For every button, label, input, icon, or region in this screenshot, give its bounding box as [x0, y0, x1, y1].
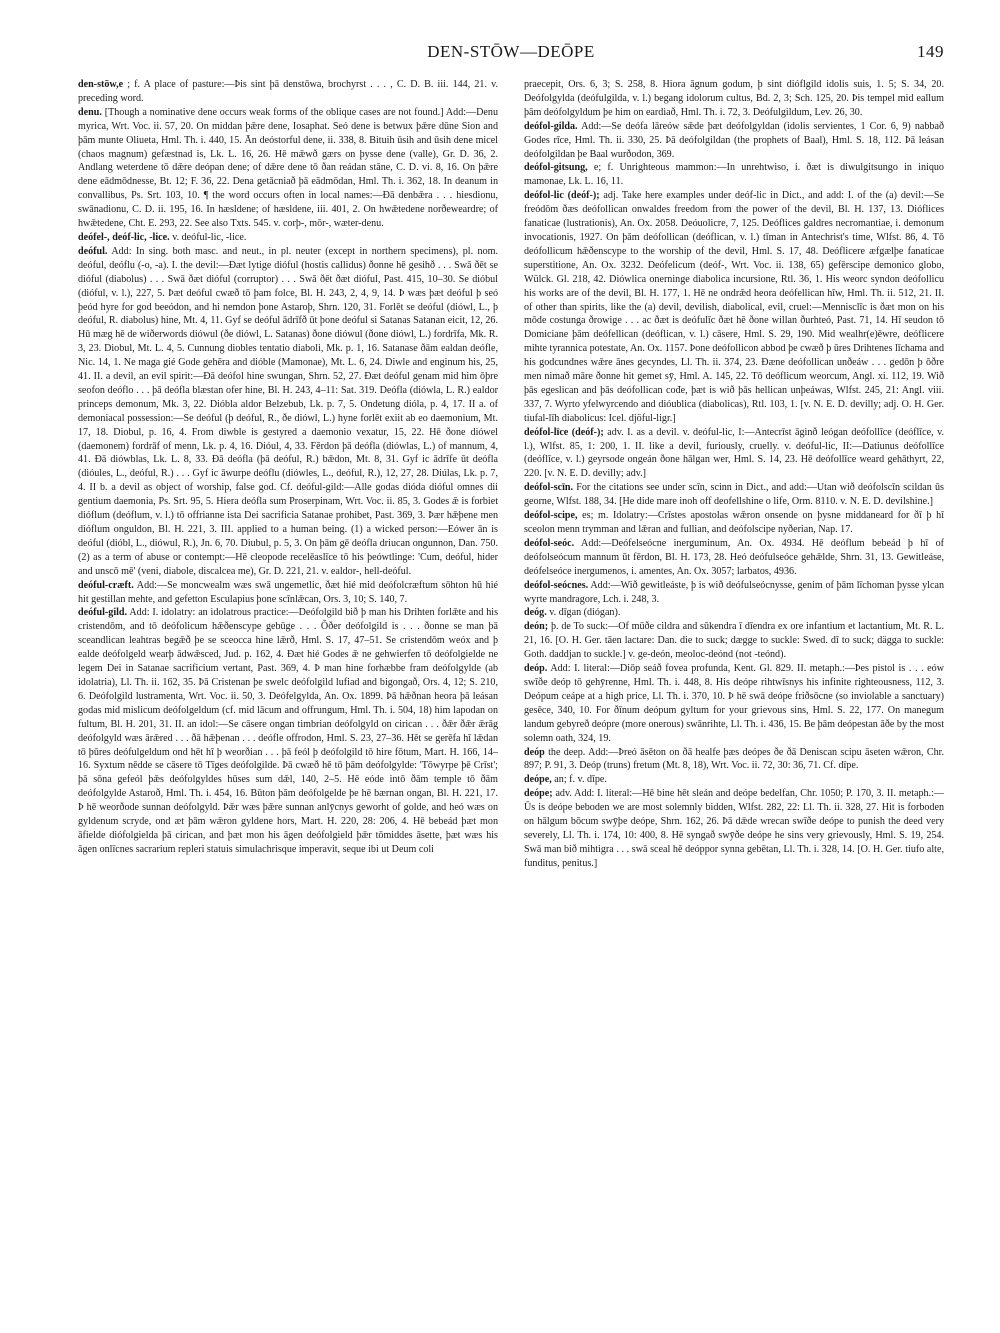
- dictionary-entry: [524, 606, 944, 620]
- entry-text: þ. de To suck:—Of mūðe cildra and sūkendra ī dīendra ex ore infantium et lactantium, Mt. R. L. 21, 16. [O. H. Ger. tāen lactare: Dan. die to suck; dægge to suckle: Swed. dī to suck; dägga to suckle: Goth. daddjan to suckle.] v. ge-deón, meoloc-deónd (not -teónd).: [524, 621, 944, 661]
- dictionary-entry: [78, 106, 498, 231]
- entry-headword: den-stōw,e: [78, 79, 124, 90]
- entry-text: Add:—Wið gewitleáste, þ is wið deófulseócnysse, genim of þām līchoman þysse ylcan wyrte mandragore, Lch. i. 248, 3.: [524, 579, 944, 605]
- entry-headword: deópe;: [524, 788, 553, 800]
- dictionary-entry: [524, 787, 944, 870]
- entry-text: v. deóful-lic, -lice.: [172, 231, 247, 243]
- left-column: [78, 78, 498, 1318]
- entry-text: Add:—Se moncwealm wæs swā ungemetlic, ðæt hié mid deófolcræftum sōhton hū hié hit gestillan mehte, and gefetton Esculapius þone scīnlǣcan, Ors. 3, 10; S. 140, 7.: [78, 579, 498, 605]
- running-head: [78, 42, 944, 68]
- running-head-title: DEN-STŌW—DEŌPE: [427, 42, 595, 61]
- entry-headword: deófel-, deóf-lic, -lice.: [78, 231, 170, 243]
- entry-headword: deón;: [524, 621, 549, 633]
- entry-text: praecepit, Ors. 6, 3; S. 258, 8. Hiora āgnum godum, þ sint dióflgild idolis suis, 1. 5; S. 34, 20. Deófolgylda (deófulgilda, v. l.) begang idolorum cultus, Bd. 2, 3; Sch. 125, 20. Þis tempel mid eallum þām deófolgyldum þe him on eardiað, Hml. Th. i. 72, 3. Deófulgildum, Lev. 26, 30.: [524, 79, 944, 118]
- dictionary-entry: [524, 662, 944, 745]
- dictionary-entry: [524, 620, 944, 662]
- entry-text: Add:—Se deófa lāreów sǣde þæt deófolgyldan (idolis servientes, 1 Cor. 6, 9) nabbað Godes rīce, Hml. Th. ii. 330, 25. Þā deófolgildan (the prophets of Baal), Hml. S. 18, 112. Þā leásan deófolgildan þe Baal wurðodon, 369.: [524, 120, 944, 160]
- entry-text: an; f. v. dīpe.: [554, 774, 607, 786]
- entry-headword: denu.: [78, 106, 102, 118]
- dictionary-entry: [524, 537, 944, 579]
- entry-headword: deóful-gild.: [78, 607, 128, 619]
- dictionary-entry: [524, 426, 944, 482]
- entry-headword: deófol-scipe,: [524, 510, 578, 522]
- dictionary-entry: [78, 231, 498, 245]
- dictionary-entry: [524, 481, 944, 509]
- dictionary-entry: [78, 245, 498, 579]
- entry-text: ; f. A place of pasture:—Þis sint þā denstōwa, brochyrst . . . , C. D. B. iii. 144, 21. v. preceding word.: [78, 79, 498, 104]
- entry-headword: deóp: [524, 746, 545, 758]
- dictionary-entry: [524, 773, 944, 787]
- dictionary-entry: [78, 579, 498, 607]
- entry-headword: deóp.: [524, 663, 548, 675]
- entry-text: Add: In sing. both masc. and neut., in pl. neuter (except in northern specimens), pl. nom. deóful, deóflu (-o, -a). I. the devil:—Ðæt lytige dióful (hostis callidus) ðonne hē gesihð . . . Swā ðēt se dióful (diabolus) . . . Swā ðæt dióful (corruptor) . . . Swā ðēt ðæt dióful, Past. 415, 10–30. Se dióbul (dióful, v. l.), 227, 5. Þæt deóful cwæð tō þam folce, Bl. H. 243, 2, 4, 9, 14. Þ wæs þæt deóful þ seó þeód hyre for god beeódon, and hi nemdon þone Astaroþ, Shrn. 120, 31. Forlēt se deóful (diówl, L., þ deóful, R. diabolus) hine, Mt. 4, 11. Gyf se deóful ādrīfð ūt þone deóful si Satanas Satanan eicit, 12, 26. Hū mæg hē de wiðerwords diówul (ðe diówl, L. Satanas) ðone diówul (ðone diówl, L.) fordrīfa, Mk. R. 3, 23. Diobul, Mt. L. 4, 5. Cunnung diobles tentatio diaboli, Mk. p. 1, 16. Satanase ðām ealdan deófle, Nic. 14, 1. Ne maga gié Gode gehēra and dióble (Mamonae), Mt. L. 6, 24. Diwle and enginum his, 25, 41. II. a devil, an evil spirit:—Ðā deófol hine swungan, Shrn. 52, 27. Ðæt deóful genam mid him ōþre seofon deóflo . . . þā deófla blæstan ofer hine, Bl. H. 243, 4–11: Sat. 319. Deófla (diówla, L. R.) ealdor princeps demonum, Mk. 3, 22. Dióbla aldor Belzebub, Lk. p. 7, 5. Ondetung dióla, p. 4, 17. II a. of demoniacal possession:—Se deóful (þ deóful, R., ðe diówl, L.) hyne forlēt exiit ab eo daemonium, Mt. 17, 18. Diobul, p. 16, 4. From diwble is gestyred a daemonio vexatur, 15, 22. Hē ðone diówel (daemonem) fordrāf of menn, Lk. p. 4, 16. Dióul, 4, 33. Fērdon þā deófla (diówlas, L.) of mannum, 4, 41. Ðā diówblas, Lk. L. 8, 33. Ðā deófla (þā deóful, R.) bǣdon, Mt. 8, 31. Gyf ic ādrīfe ūt deófla (dióules, L., deóful, R.) . . . Gyf ic āwurpe deóflu (diówles, L., deóful, R.), 12, 27, 28. Diúlas, Lk. p. 7, 4. II b. a devil as object of worship, false god. Cf. deóful-gild:—Alle godas dióda dióful omnes dii gentium daemonia, Ps. Srt. 95, 5. Hiera deófla sum Proserpinam, Wrt. Voc. ii. 85, 3. Godes ǣ is forbiet dióflum (deóflum, v. l.) tō offrianne ista Dei sacrificia Satanae prohibet, Past. 369, 3. Þær hǣþene men dióflum onguldon, Bl. H. 221, 3. III. applied to a human being. (1) a wicked person:—Eówer ān is deóful (dióbl, L., diówul, R.), Jn. 6, 70. Diubul, p. 5, 3. On þām gē deófla driucan ongunnon, Dan. 750. (2) as a term of abuse or contempt:—Hē cleopode recelēaslīce tō his þeówtlinge: 'Cum, deóful, hider and unscō mē' (veni, diabole, discalcea me), Gr. D. 221, 21. v. ealdor-, hell-deóful.: [78, 245, 498, 577]
- entry-headword: deóful-cræft.: [78, 579, 134, 591]
- dictionary-entry: [524, 120, 944, 162]
- entry-text: es; m. Idolatry:—Crīstes apostolas wǣron onsende on þysne middaneard for ðī þ hī sceolon menn trymman and lǣran and fullian, and deófolscipe nyðerian, Nap. 17.: [524, 510, 944, 535]
- entry-text: Add: I. idolatry: an idolatrous practice:—Deófolgild bið þ man his Drihten forlǣte and his cristendōm, and tō deófolicum hǣðenscype gebūge . . . Ǒðer deófolgild is . . . ðonne se man þā sceandlican leahtras begǣð þe se sceocca hine lǣrð, Hml. S. 17, 47–51. Se cristendōm weóx and þ ealde deófolgeld wearþ ādwǣsced, Jud. p. 162, 4. Ðæt hié Godes ǣ ne gehwierfen tō deófolgielde ne legem Dei in Satanae sacrificium vertant, Past. 369, 4. Þ man hine forhæbbe fram deófolgylde (ab idolatria), Ll. Th. ii. 162, 35. Þā Cristenan þe swelc deófolgild lufiad and bigongað, Ors. 4, 12; S. 210, 6. Deófolgild lustramenta, Wrt. Voc. ii. 50, 3. Deófelgylda, An. Ox. 1899. Þā hǣðnan heora þā leásan godas mid mislicum deófolgeldum (cf. mid lācum and offrungum, Hml. Th. i. 504, 18) him lapodan on fultum, Bl. H. 201, 31. II. an idol:—Se cāsere ongan timbrian deófolgyld on cirican . . . ðǣr ðǣr ǣrāg deófolgyld wæs ārǣred . . . ðā hǣþenan . . . deófle offrodon, Hml. S. 23, 27–36. Hēt se gerēfa hī lǣdan tō þūres deófulgeldum ond hēt hī þ weorðian . . . þā feól þ deófolgild tō hire fōtum, Mart. H. 166, 14–16. Syxtum nēdde se cāsere tō Tīges deófolgilde. Þā cwæð hē tō þām deófolgylde: 'Tōwyrpe þē Crīst'; þā sōna gefeól þǣs deófolgyldes hūses sum dǣl, 140, 2–5. Hē eóde intō ðām temple tō ðām deófolgylde Astaroð, Hml. Th. i. 454, 16. Būton þām deófolgelde þe hē bærnan ongan, Bl. H. 221, 17. Þ hē weorðode sunnan deófolgyld. Þǣr wæs þǣre sunnan anlȳcnys geworht of golde, and heó wæs on gyldenum scryde, ond æt þām wǣron gyldene hors, Mart. H. 220, 28: 206, 4. Hē bebeád þæt mon āfielde diófolgielda þā cirican, and þæt mon his āgen deófolgield þǣr tōmiddes āsette, þæt wæs his āgen onlīcnes sacrarium repleri statuis simulachrisque imperavit, seque ibi ut Deum coli: [78, 607, 498, 855]
- entry-headword: deóful.: [78, 245, 108, 257]
- entry-text: [Though a nominative dene occurs weak forms of the oblique cases are not found.] Add:—Denu myrica, Wrt. Voc. ii. 57, 20. On middan þǣre dene, Iosaphat. Seó dene is betwux þǣre dūne Sion and þām munte Oliueta, Hml. Th. i. 440, 15. Ān deóstorful dene, ii. 338, 8. Bituih ūsih and ūsih dene micel (chaos magnum) gefæstnad is, Lk. L. 16, 26. Hē mǣwð gærs on þysse dene (valle), Gr. D. 36, 2. Andlang weterdene tō dǣre deópan dene; of dǣre dene tō ðan reádan stāne, C. D. vi. 8, 16. On þǣre dene eādmōdnesse, Bt. 12; F. 36, 22. Dena getācniað þā eādmōdan, Hml. Th. i. 362, 18. In deanum in convallibus, Ps. Srt. 103, 10. ¶ the word occurs often in local names:—Ðā denbǣra . . . hiesdionu, swānadionu, C. D. ii. 195, 16. In hæsldene; of hæsldene, iii. 401, 2. On hwǣtedene norðeweardre; of hwǣtedene, Cht. E. 293, 22. See also Txts. 545. v. corþ-, mōr-, wæter-denu.: [78, 106, 498, 230]
- entry-text: adj. Take here examples under deóf-lic in Dict., and add: I. of the (a) devil:—Se freódōm ðæs deófollican onwaldes freedom from the power of the devil, Bl. H. 137, 13. Dióflices fanaticae (lustrationis), An. Ox. 2058. Deóuolicre, 7, 125. Deóflices galdres necromantiae, i. demonum invocationis, 1927. On þām deófollican (deóflican, v. l.) tīman in Antechrist's time, Wlfst. 86, 4. Tō deófollicum hǣðenscype to the worship of the devil, Hml. S. 17, 48. Deóflicere æfgælþe fanaticae superstitione, An. Ox. 3232. Deófelicum (deóf-, Wrt. Voc. ii. 138, 65) gefērscipe demonico globo, Wülck. Gl. 218, 42. Diówlica onerninge diabolica incursione, Rtl. 36, 1. His weorc syndon deófollicu his works are of the devil, Bl. H. 177, 1. Hē ne ondrǣd heora deófellican hīw, Hml. Th. ii. 512, 21. II. of other than spirits, like the (a) devil, devilish, diabolical, evil, cruel:—Mennisclīc is ðæt mon on his mōde costunga ðrowige . . . ac ðæt is deófulīc ðæt hē ðone willan ðurhteó, Past. 71, 14. Hī seudon tō Domiciane þām deófellican (deóflican, v. l.) cāsere, Hml. S. 29, 190. Mid wealhr(e)ēwre, deóflicere mihte tyrannica potestate, An. Ox. 1157. Þone deófollicon abbod þe cwæð þ ūres Drihtenes līchama and his godcundnes wǣre ānes gecyndes, Ll. Th. ii. 374, 23. Ðæne deófollican unðeáw . . . gedōn þ ōðre men nimað māre ðonne hit gemet sȳ, Hml. A. 145, 22. Tō deóflicum weorcum, Angl. xi. 112, 19. Wið þās egeslican and þās deófollican cođe, þæt is wið þās hellican unþeáwas, Wlfst. 245, 21: Angl. viii. 337, 7. Wyrto yfelwyrcendo and dióublica (diabolicas), Rtl. 103, 1. [v. N. E. D. devilly; adj. O. H. Ger. tiufal-līh diabolicus: Icel. djöful-ligr.]: [524, 190, 944, 424]
- entry-text: Add: I. literal:—Diōp seáð fovea profunda, Kent. Gl. 829. II. metaph.:—Þes pistol is . . . eów swīðe deóp tō gehȳrenne, Hml. Th. i. 448, 8. His deópe rihtwīsnys his infinite righteousness, 112, 3. Deópum ceápe at a high price, Ll. Th. i. 370, 10. Þ hē swā deópe friðsōcne (so inviolable a sanctuary) gesēce, 340, 10. For ðīnum deópum gyltum for your grievous sins, Hml. S. 22, 177. On manegum landum gebyreð deópre (more onerous) swānrihte, Ll. Th. i. 436, 15. Be þām deópestan āðe by the most solemn oath, 324, 19.: [524, 663, 944, 744]
- entry-headword: deóg.: [524, 607, 547, 619]
- entry-headword: deófol-seóc.: [524, 537, 575, 549]
- entry-text: v. dīgan (diógan).: [549, 607, 621, 619]
- right-column: [524, 78, 944, 1318]
- entry-headword: deófol-gilda.: [524, 120, 578, 132]
- two-column-body: [78, 78, 944, 1318]
- entry-text: adv. Add: I. literal:—Hē bine hēt sleán and deópe bedelfan, Chr. 1050; P. 170, 3. II. metaph.:—Ūs is deópe beboden we are most solemnly bidden, Wlfst. 282, 22: Ll. Th. ii. 328, 27. Hit is forboden on hālgum bōcum swȳþe deópe, Shrn. 162, 26. Þā dǣde wrecan swīðe deópe to punish the deed very severely, Ll. Th. i. 174, 10: 400, 8. Hē syngað swȳðe deópe he sins very grievously, Hml. S. 19, 254. Swā man bið mihtigra . . . swā sceal hē deóppor synna gebētan, Ll. Th. i. 328, 14. [O. H. Ger. tiufo alte, funditus, penitus.]: [524, 788, 944, 869]
- entry-headword: deófol-lic (deóf-);: [524, 190, 600, 202]
- dictionary-entry: [524, 746, 944, 774]
- entry-headword: deófol-seócnes.: [524, 579, 589, 591]
- dictionary-entry: [524, 579, 944, 607]
- entry-headword: deófol-gitsung,: [524, 162, 588, 174]
- dictionary-entry: [78, 78, 498, 106]
- dictionary-entry: [524, 189, 944, 425]
- entry-text: Add:—Deófelseócne inerguminum, An. Ox. 4934. Hē deóflum bebeád þ hī of deófolseócum mannum ūt fērdon, Bl. H. 173, 28. Heó deófulseóce gehǣlde, Shrn. 31, 13. Gewitleáse, deófelseóce inergumenos, i. amentes, An. Ox. 3057; larbatos, 4936.: [524, 537, 944, 577]
- entry-headword: deófol-līce (deóf-);: [524, 426, 604, 438]
- dictionary-entry: [524, 161, 944, 189]
- dictionary-entry: [78, 606, 498, 856]
- entry-text: the deep. Add:—Þreó āsēton on ðā healfe þæs deópes ðe ðā Deniscan scipu āseten wǣron, Chr. 897; P. 91, 3. Deóp (truns) fretum (Mt. 8, 18), Wrt. Voc. ii. 72, 30: 36, 71. Cf. dīpe.: [524, 746, 944, 772]
- entry-text: adv. I. as a devil. v. deóful-lic, I:—Antecrīst āginð leógan deófollīce (deóflīce, v. l.), Wlfst. 85, 1: 200, 1. II. like a devil, furiously, cruelly. v. deóful-lic, II:—Datiunus deófollīce (deóflīce, v. l.) geyrsode ongeán ðone hālgan wer, Hml. S. 14, 23. Hē deófollīce weard gehāthyrt, 22, 220. [v. N. E. D. devilly; adv.]: [524, 426, 944, 480]
- entry-text: e; f. Unrighteous mammon:—In unrehtwiso, i. ðæt is diwulgitsungo in iniquo mamonae, Lk. L. 16, 11.: [524, 162, 944, 188]
- entry-headword: deópe,: [524, 774, 552, 786]
- dictionary-entry: [524, 509, 944, 537]
- page-number: 149: [917, 42, 944, 61]
- dictionary-entry: [524, 78, 944, 120]
- entry-text: For the citations see under scīn, scinn in Dict., and add:—Utan wið deófolscīn scildan ūs georne, Wlfst. 188, 34. [He dide mare inoh off deofellshine o life, Orm. 8110. v. N. E. D. devilshine.]: [524, 482, 944, 508]
- entry-headword: deófol-scīn.: [524, 482, 574, 494]
